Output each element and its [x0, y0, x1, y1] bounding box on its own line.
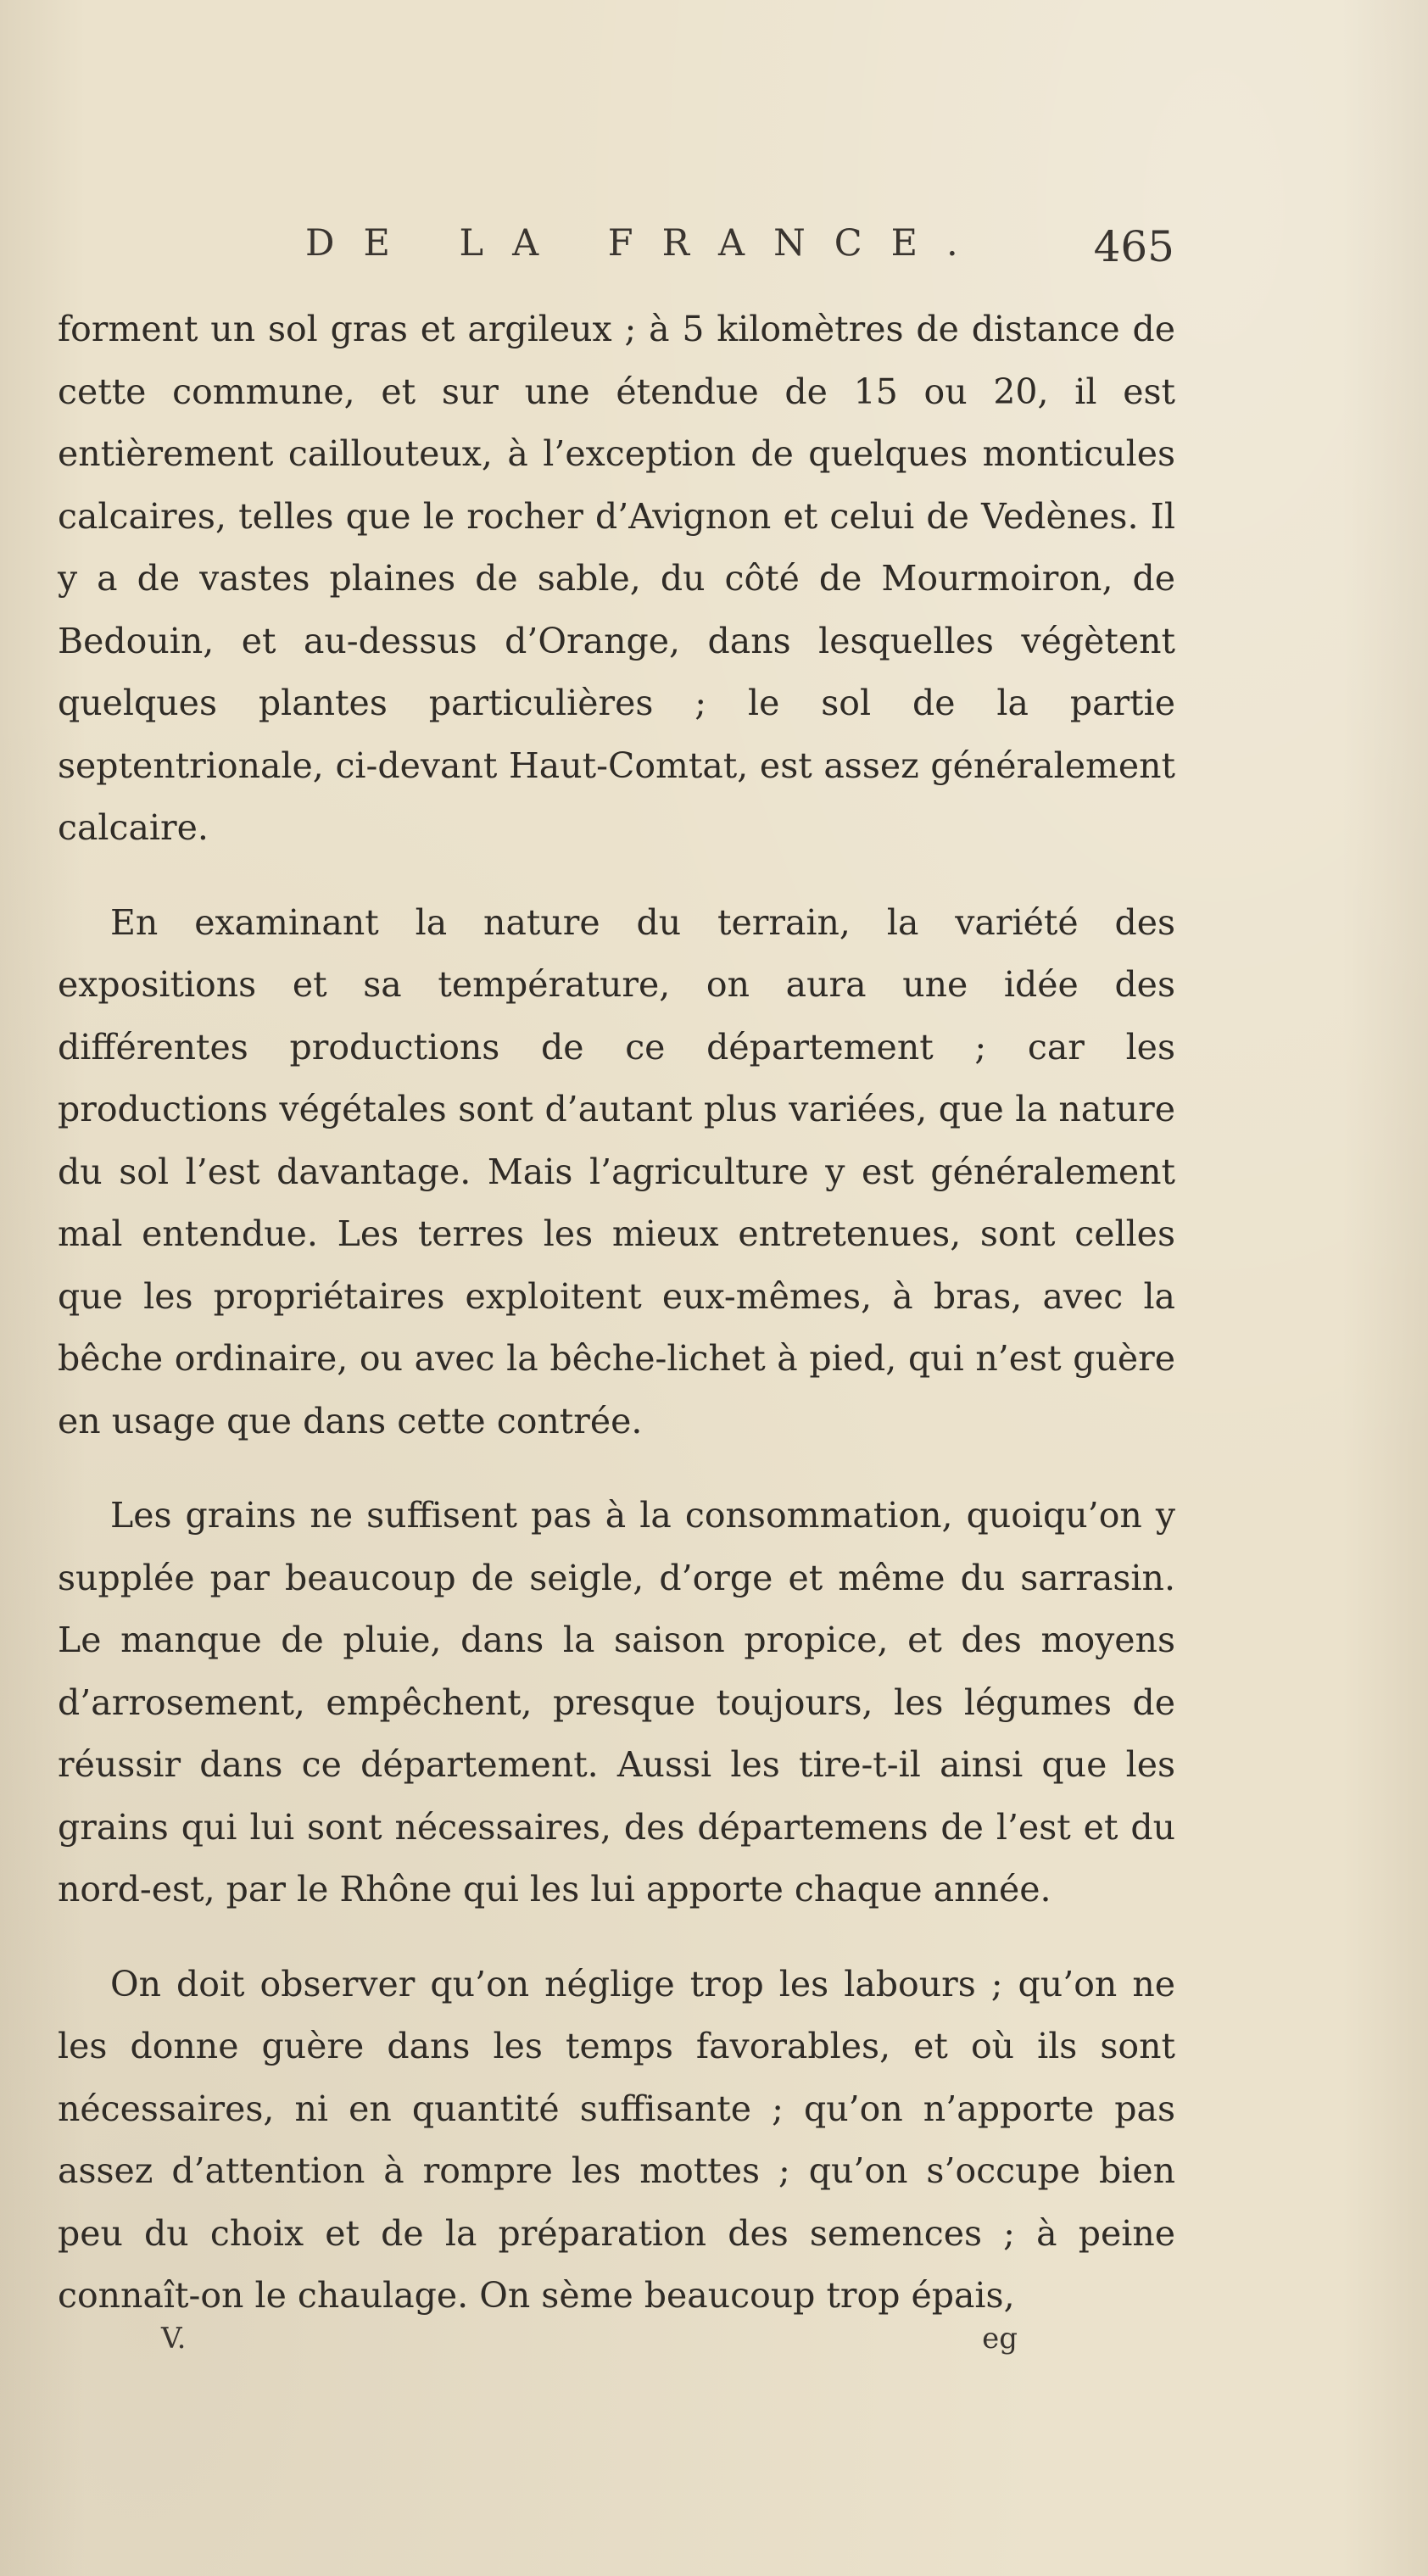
paragraph-continued: forment un sol gras et argileux ; à 5 kilomètres de distance de cette commune, et sur une étendue de 15 ou 20, il est entièrement caillouteux, à l’exception de quelques monticules calcaires, telles que le rocher d’Avignon et celui de Vedènes. Il y a de vastes plaines de sable, du côté de Mourmoiron, de Bedouin, et au-dessus d’Orange, dans lesquelles végètent quelques plantes particulières ; le sol de la partie septentrionale, ci-devant Haut-Comtat, est assez généralement calcaire. [58, 309, 1175, 848]
running-title: DE LA FRANCE. [305, 222, 987, 265]
running-head [305, 222, 1174, 276]
volume-signature: V. [161, 2322, 187, 2356]
paragraph: Les grains ne suffisent pas à la consommation, quoiqu’on y supplée par beaucoup de seigle, d’orge et même du sarrasin. Le manque de pluie, dans la saison propice, et des moyens d’arrosement, empêchent, presque toujours, les légumes de réussir dans ce département. Aussi les tire-t-il ainsi que les grains qui lui sont nécessaires, des départemens de l’est et du nord-est, par le Rhône qui les lui apporte chaque année. [58, 1495, 1175, 1910]
paragraph: En examinant la nature du terrain, la variété des expositions et sa température, on aura une idée des différentes productions de ce département ; car les productions végétales sont d’autant plus variées, que la nature du sol l’est davantage. Mais l’agriculture y est généralement mal entendue. Les terres les mieux entretenues, sont celles que les propriétaires exploitent eux-mêmes, à bras, avec la bêche ordinaire, ou avec la bêche-lichet à pied, qui n’est guère en usage que dans cette contrée. [58, 901, 1175, 1441]
sheet-signature-mark: eg [982, 2322, 1018, 2356]
body-text [58, 298, 1175, 2360]
paragraph: On doit observer qu’on néglige trop les labours ; qu’on ne les donne guère dans les temps favorables, et où ils sont nécessaires, ni en quantité suffisante ; qu’on n’apporte pas assez d’attention à rompre les mottes ; qu’on s’occupe bien peu du choix et de la préparation des semences ; à peine connaît-on le chaulage. On sème beaucoup trop épais, [58, 1963, 1175, 2316]
page-number: 465 [1093, 222, 1174, 271]
page-footer [161, 2322, 1018, 2364]
